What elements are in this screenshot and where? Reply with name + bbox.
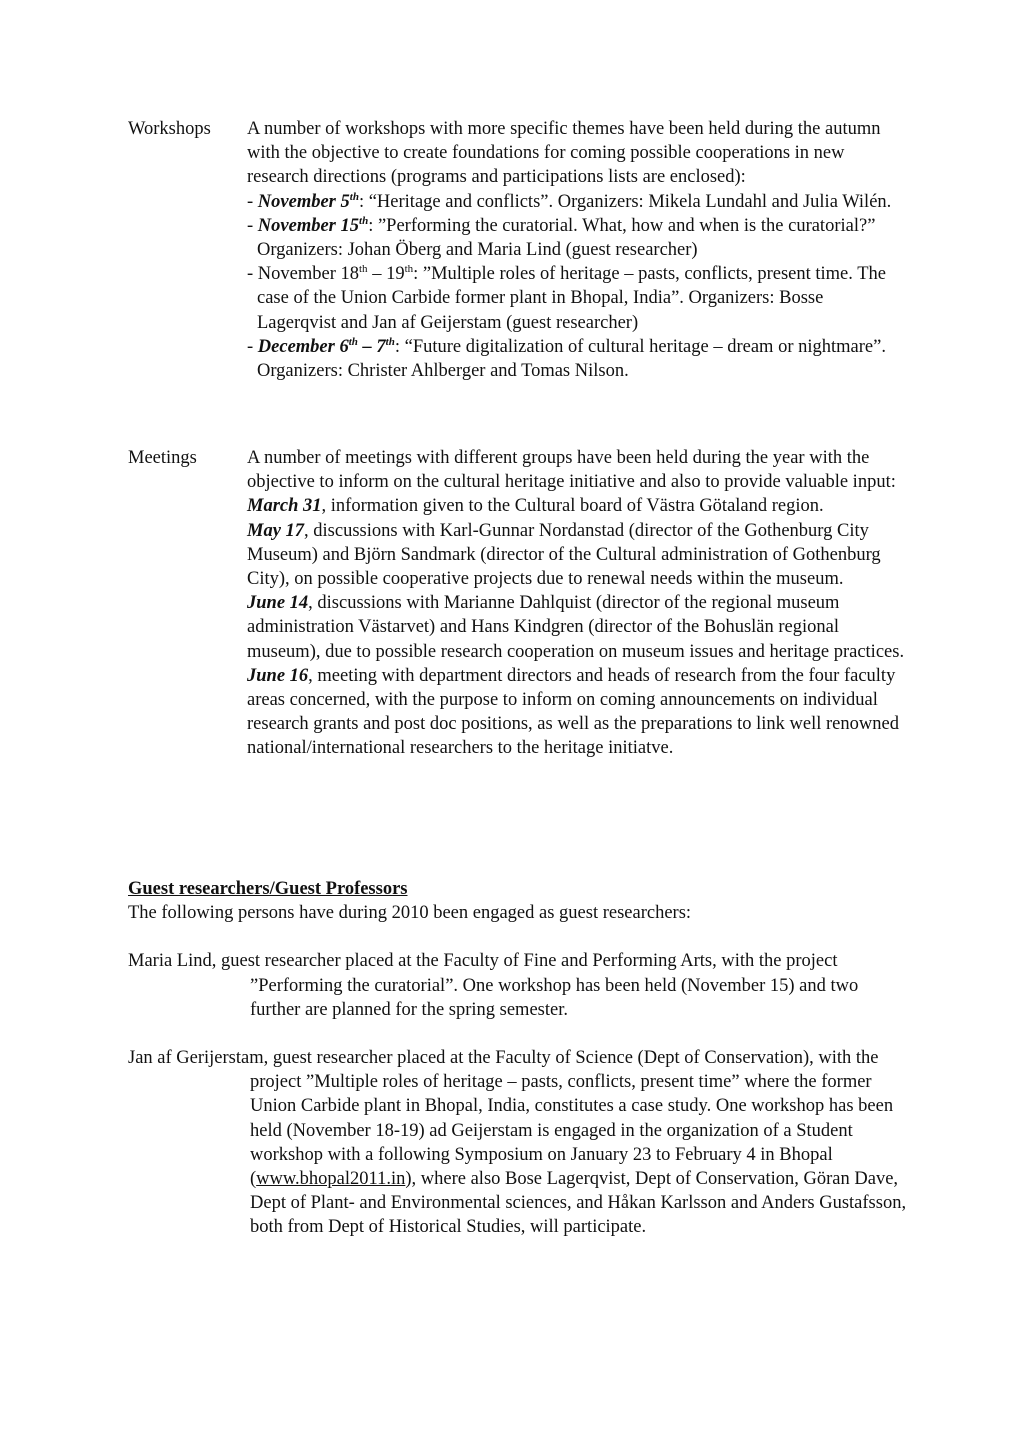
meeting-date: May 17 xyxy=(247,520,305,541)
meetings-intro: A number of meetings with different groups have been held during the year with the objective to inform on the cultural heritage initiative and also to provide valuable input: xyxy=(247,448,896,493)
workshops-label: Workshops xyxy=(128,119,211,139)
meeting-date: June 14 xyxy=(247,593,309,614)
workshops-intro: A number of workshops with more specific themes have been held during the autumn with the objective to create foundations for coming possible cooperations in new research directions (programs and participations lists are enclosed): xyxy=(247,119,881,188)
guests-section xyxy=(128,877,908,1240)
workshop-date: November 15 xyxy=(257,215,360,236)
guests-intro: The following persons have during 2010 been engaged as guest researchers: xyxy=(128,903,692,924)
meeting-date: March 31 xyxy=(247,496,322,517)
workshop-date: November 5 xyxy=(257,191,350,212)
guest-maria-lind: Maria Lind, guest researcher placed at the Faculty of Fine and Performing Arts, with the project ”Performing the curatorial”. One workshop has been held (November 15) and two further are planned for the spring semester. xyxy=(128,951,859,1020)
workshop-item-3: - November 18th – 19th: ”Multiple roles of heritage – pasts, conflicts, present time. The case of the Union Carbide former plant in Bhopal, India”. Organizers: Bosse Lagerqvist and Jan af Geijerstam (guest researcher) xyxy=(247,263,886,333)
meetings-label: Meetings xyxy=(128,448,197,468)
workshops-section xyxy=(247,117,897,383)
meetings-section xyxy=(247,446,907,761)
meeting-date: June 16 xyxy=(247,665,309,686)
meeting-item-2: May 17, discussions with Karl-Gunnar Nordanstad (director of the Gothenburg City Museum) and Björn Sandmark (director of the Cultural administration of Gothenburg City), on possible cooperative projects due to renewal needs within the museum. xyxy=(247,520,881,590)
guest-jan-af-geijerstam: Jan af Gerijerstam, guest researcher placed at the Faculty of Science (Dept of Conservation), with the project ”Multiple roles of heritage – pasts, conflicts, present time” where the former Union Carbide plant in Bhopal, India, constitutes a case study. One workshop has been held (November 18-19) ad Geijerstam is engaged in the organization of a Student workshop with a following Symposium on January 23 to February 4 in Bhopal (www.bhopal2011.in), where also Bose Lagerqvist, Dept of Conservation, Göran Dave, Dept of Plant- and Environmental sciences, and Håkan Karlsson and Anders Gustafsson, both from Dept of Historical Studies, will participate. xyxy=(128,1048,907,1238)
workshop-item-1: - November 5th: “Heritage and conflicts”. Organizers: Mikela Lundahl and Julia Wilén. xyxy=(247,190,892,212)
meeting-item-3: June 14, discussions with Marianne Dahlquist (director of the regional museum administration Västarvet) and Hans Kindgren (director of the Bohuslän regional museum), due to possible research cooperation on museum issues and heritage practices. xyxy=(247,593,905,662)
meeting-item-4: June 16, meeting with department directors and heads of research from the four faculty areas concerned, with the purpose to inform on coming announcements on individual research grants and post doc positions, as well as the preparations to link well renowned national/international researchers to the heritage initiatve. xyxy=(247,665,899,759)
bhopal-link[interactable]: www.bhopal2011.in xyxy=(256,1169,406,1190)
workshop-date: December 6 xyxy=(257,336,349,357)
workshop-item-2: - November 15th: ”Performing the curatorial. What, how and when is the curatorial?” Organizers: Johan Öberg and Maria Lind (guest researcher) xyxy=(247,214,876,261)
workshop-item-4: - December 6th – 7th: “Future digitalization of cultural heritage – dream or nightmare”. Organizers: Christer Ahlberger and Tomas Nilson. xyxy=(247,335,886,382)
guests-heading: Guest researchers/Guest Professors xyxy=(128,879,408,899)
meeting-item-1: March 31, information given to the Cultural board of Västra Götaland region. xyxy=(247,496,824,517)
